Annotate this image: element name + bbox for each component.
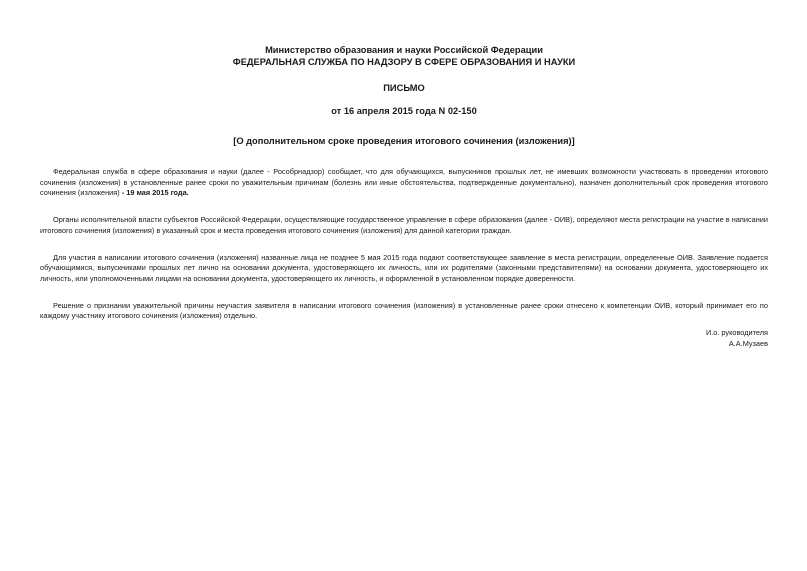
paragraph-2: Органы исполнительной власти субъектов Российской Федерации, осуществляющие государственное управление в сфере образования (далее - ОИВ), определяют места регистрации на участие в написании итогового сочинения (изложения) в указанный срок и места проведения итогового сочинения (изложения) для данной категории граждан. — [40, 215, 768, 235]
document-title: [О дополнительном сроке проведения итогового сочинения (изложения)] — [233, 136, 575, 146]
paragraph-3: Для участия в написании итогового сочинения (изложения) названные лица не позднее 5 мая 2015 года подают соответствующее заявление в места регистрации, определенные ОИВ. Заявление подается обучающимися, выпускниками прошлых лет лично на основании документа, удостоверяющего их личность, или их родителями (законными представителями) на основании документа, удостоверяющего их личность, или уполномоченными лицами на основании документа, удостоверяющего их личность, и оформленной в установленном порядке доверенности. — [40, 252, 768, 283]
document-body — [40, 167, 768, 322]
document-type: ПИСЬМО — [383, 83, 425, 93]
document-header — [40, 44, 768, 68]
paragraph-4: Решение о признании уважительной причины неучастия заявителя в написании итогового сочинения (изложения) в установленные ранее сроки отнесено к компетенции ОИВ, который принимает его по каждому участнику итогового сочинения (изложения) отдельно. — [40, 300, 768, 321]
paragraph-1-text: Федеральная служба в сфере образования и науки (далее - Рособрнадзор) сообщает, что для обучающихся, выпускников прошлых лет, не имевших возможности участвовать в проведении итогового сочинения (изложения) в установленные ранее сроки по уважительным причинам (болезнь или иные обстоятельства, подтвержденные документально), назначен дополнительный срок проведения итогового сочинения (изложения) — [40, 167, 768, 198]
signatory-position: И.о. руководителя — [705, 328, 768, 337]
service-name: ФЕДЕРАЛЬНАЯ СЛУЖБА ПО НАДЗОРУ В СФЕРЕ ОБРАЗОВАНИЯ И НАУКИ — [232, 57, 576, 67]
paragraph-1-date: - 19 мая 2015 года. — [121, 188, 189, 198]
signature-block — [706, 327, 768, 349]
document-page — [40, 44, 768, 348]
signatory-name: А.А.Музаев — [728, 339, 768, 348]
document-date-number: от 16 апреля 2015 года N 02-150 — [331, 106, 477, 116]
ministry-name: Министерство образования и науки Российской Федерации — [265, 45, 543, 55]
paragraph-1 — [40, 167, 768, 199]
